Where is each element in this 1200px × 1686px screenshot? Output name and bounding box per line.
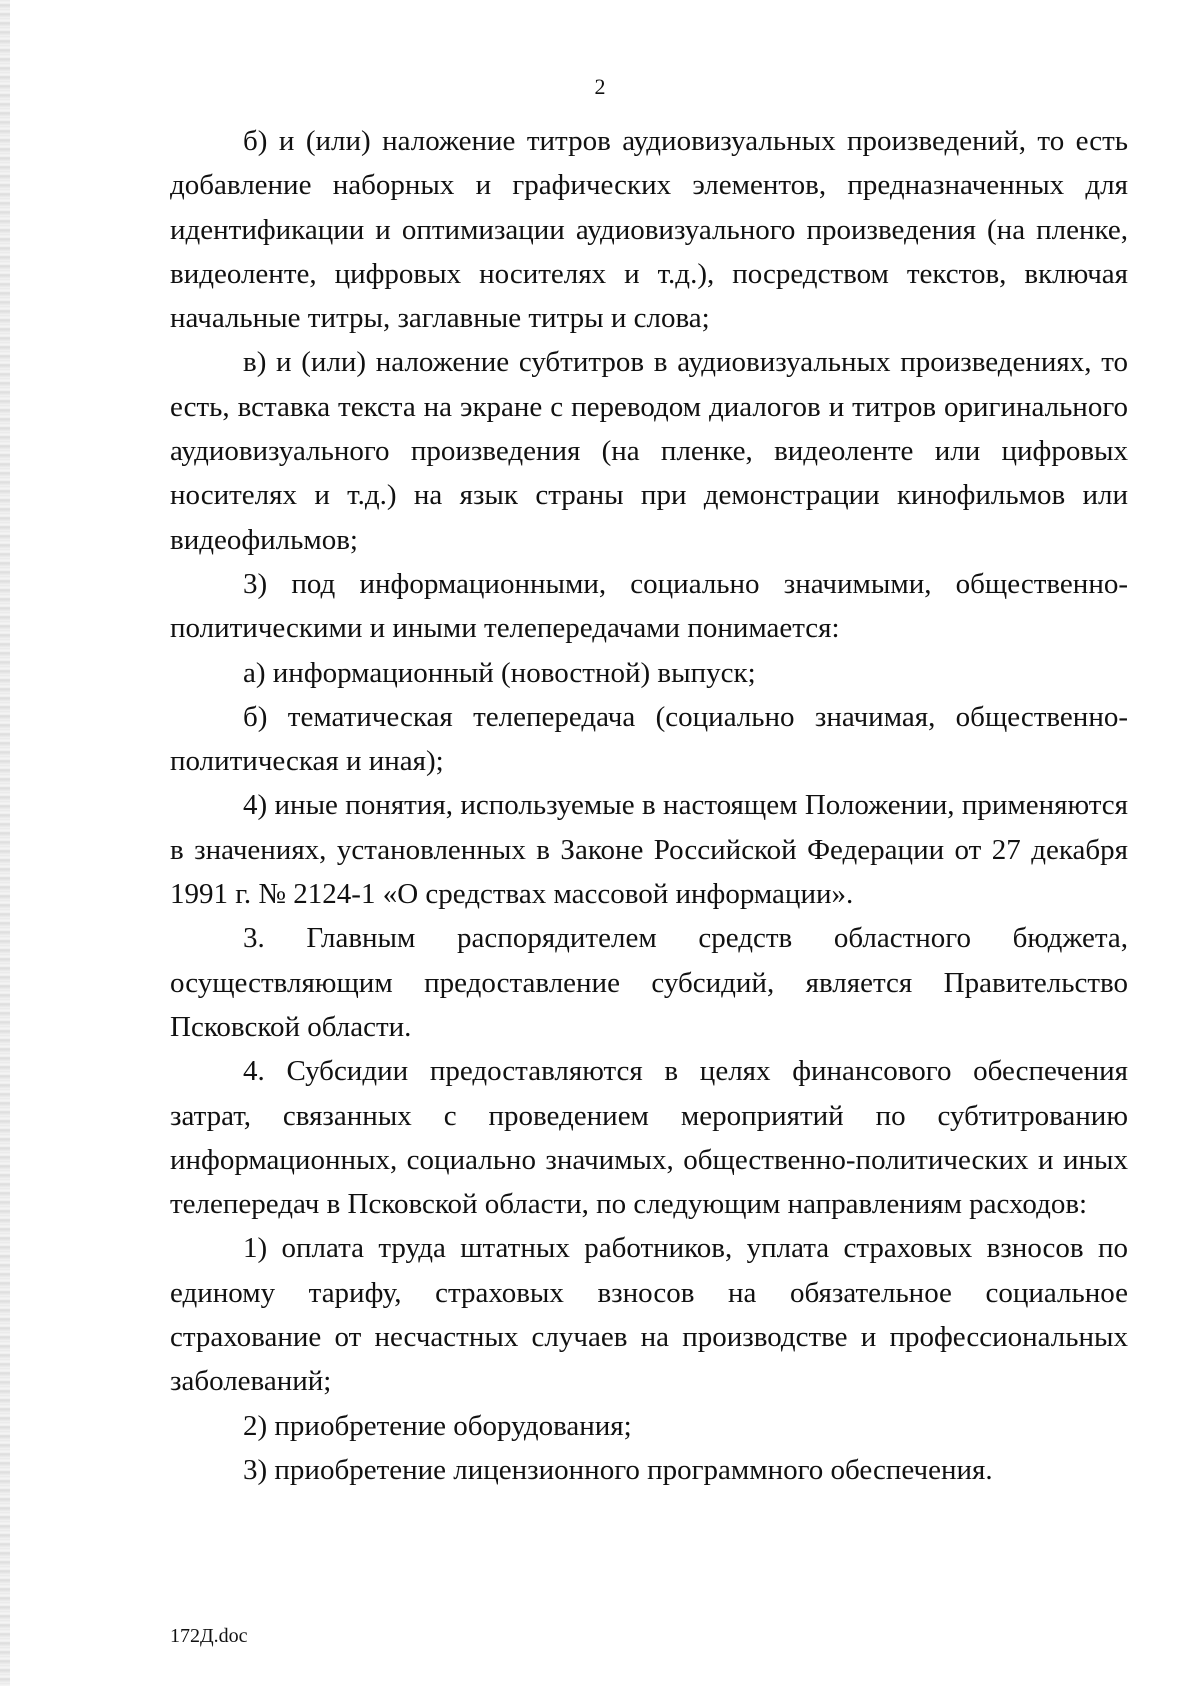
scan-edge [0, 0, 10, 1686]
paragraph-b-thematic: б) тематическая телепередача (социально значимая, общественно-политическая и иная); [170, 700, 1128, 778]
paragraph-3-software: 3) приобретение лицензионного программного обеспечения. [243, 1453, 993, 1486]
paragraph-b-titles: б) и (или) наложение титров аудиовизуальных произведений, то есть добавление наборных и графических элементов, предназначенных для идентификации и оптимизации аудиовизуального произведения (на пленке, видеоленте, цифровых носителях и т.д.), посредством текстов, включая начальные титры, заглавные титры и слова; [170, 125, 1128, 335]
paragraph-2-equipment: 2) приобретение оборудования; [243, 1409, 632, 1442]
page-number: 2 [594, 74, 606, 99]
paragraph-v-subtitles: в) и (или) наложение субтитров в аудиовизуальных произведениях, то есть, вставка текста на экране с переводом диалогов и титров оригинального аудиовизуального произведения (на пленке, видеоленте или цифровых носителях и т.д.) на язык страны при демонстрации кинофильмов или видеофильмов; [170, 346, 1128, 556]
paragraph-4-other-terms: 4) иные понятия, используемые в настоящем Положении, применяются в значениях, установленных в Законе Российской Федерации от 27 декабря 1991 г. № 2124-1 «О средствах массовой информации». [170, 789, 1128, 911]
document-body [170, 119, 1128, 1492]
paragraph-section-3: 3. Главным распорядителем средств областного бюджета, осуществляющим предоставление субсидий, является Правительство Псковской области. [170, 922, 1128, 1043]
paragraph-1-wages: 1) оплата труда штатных работников, уплата страховых взносов по единому тарифу, страховых взносов на обязательное социальное страхование от несчастных случаев на производстве и профессиональных заболеваний; [170, 1232, 1128, 1398]
paragraph-section-4: 4. Субсидии предоставляются в целях финансового обеспечения затрат, связанных с проведением мероприятий по субтитрованию информационных, социально значимых, общественно-политических и иных телепередач в Псковской области, по следующим направлениям расходов: [170, 1055, 1128, 1221]
paragraph-3-definition: 3) под информационными, социально значимыми, общественно-политическими и иными телепередачами понимается: [170, 567, 1128, 645]
paragraph-a-news: а) информационный (новостной) выпуск; [243, 656, 756, 689]
file-name-footer: 172Д.doc [170, 1625, 248, 1647]
